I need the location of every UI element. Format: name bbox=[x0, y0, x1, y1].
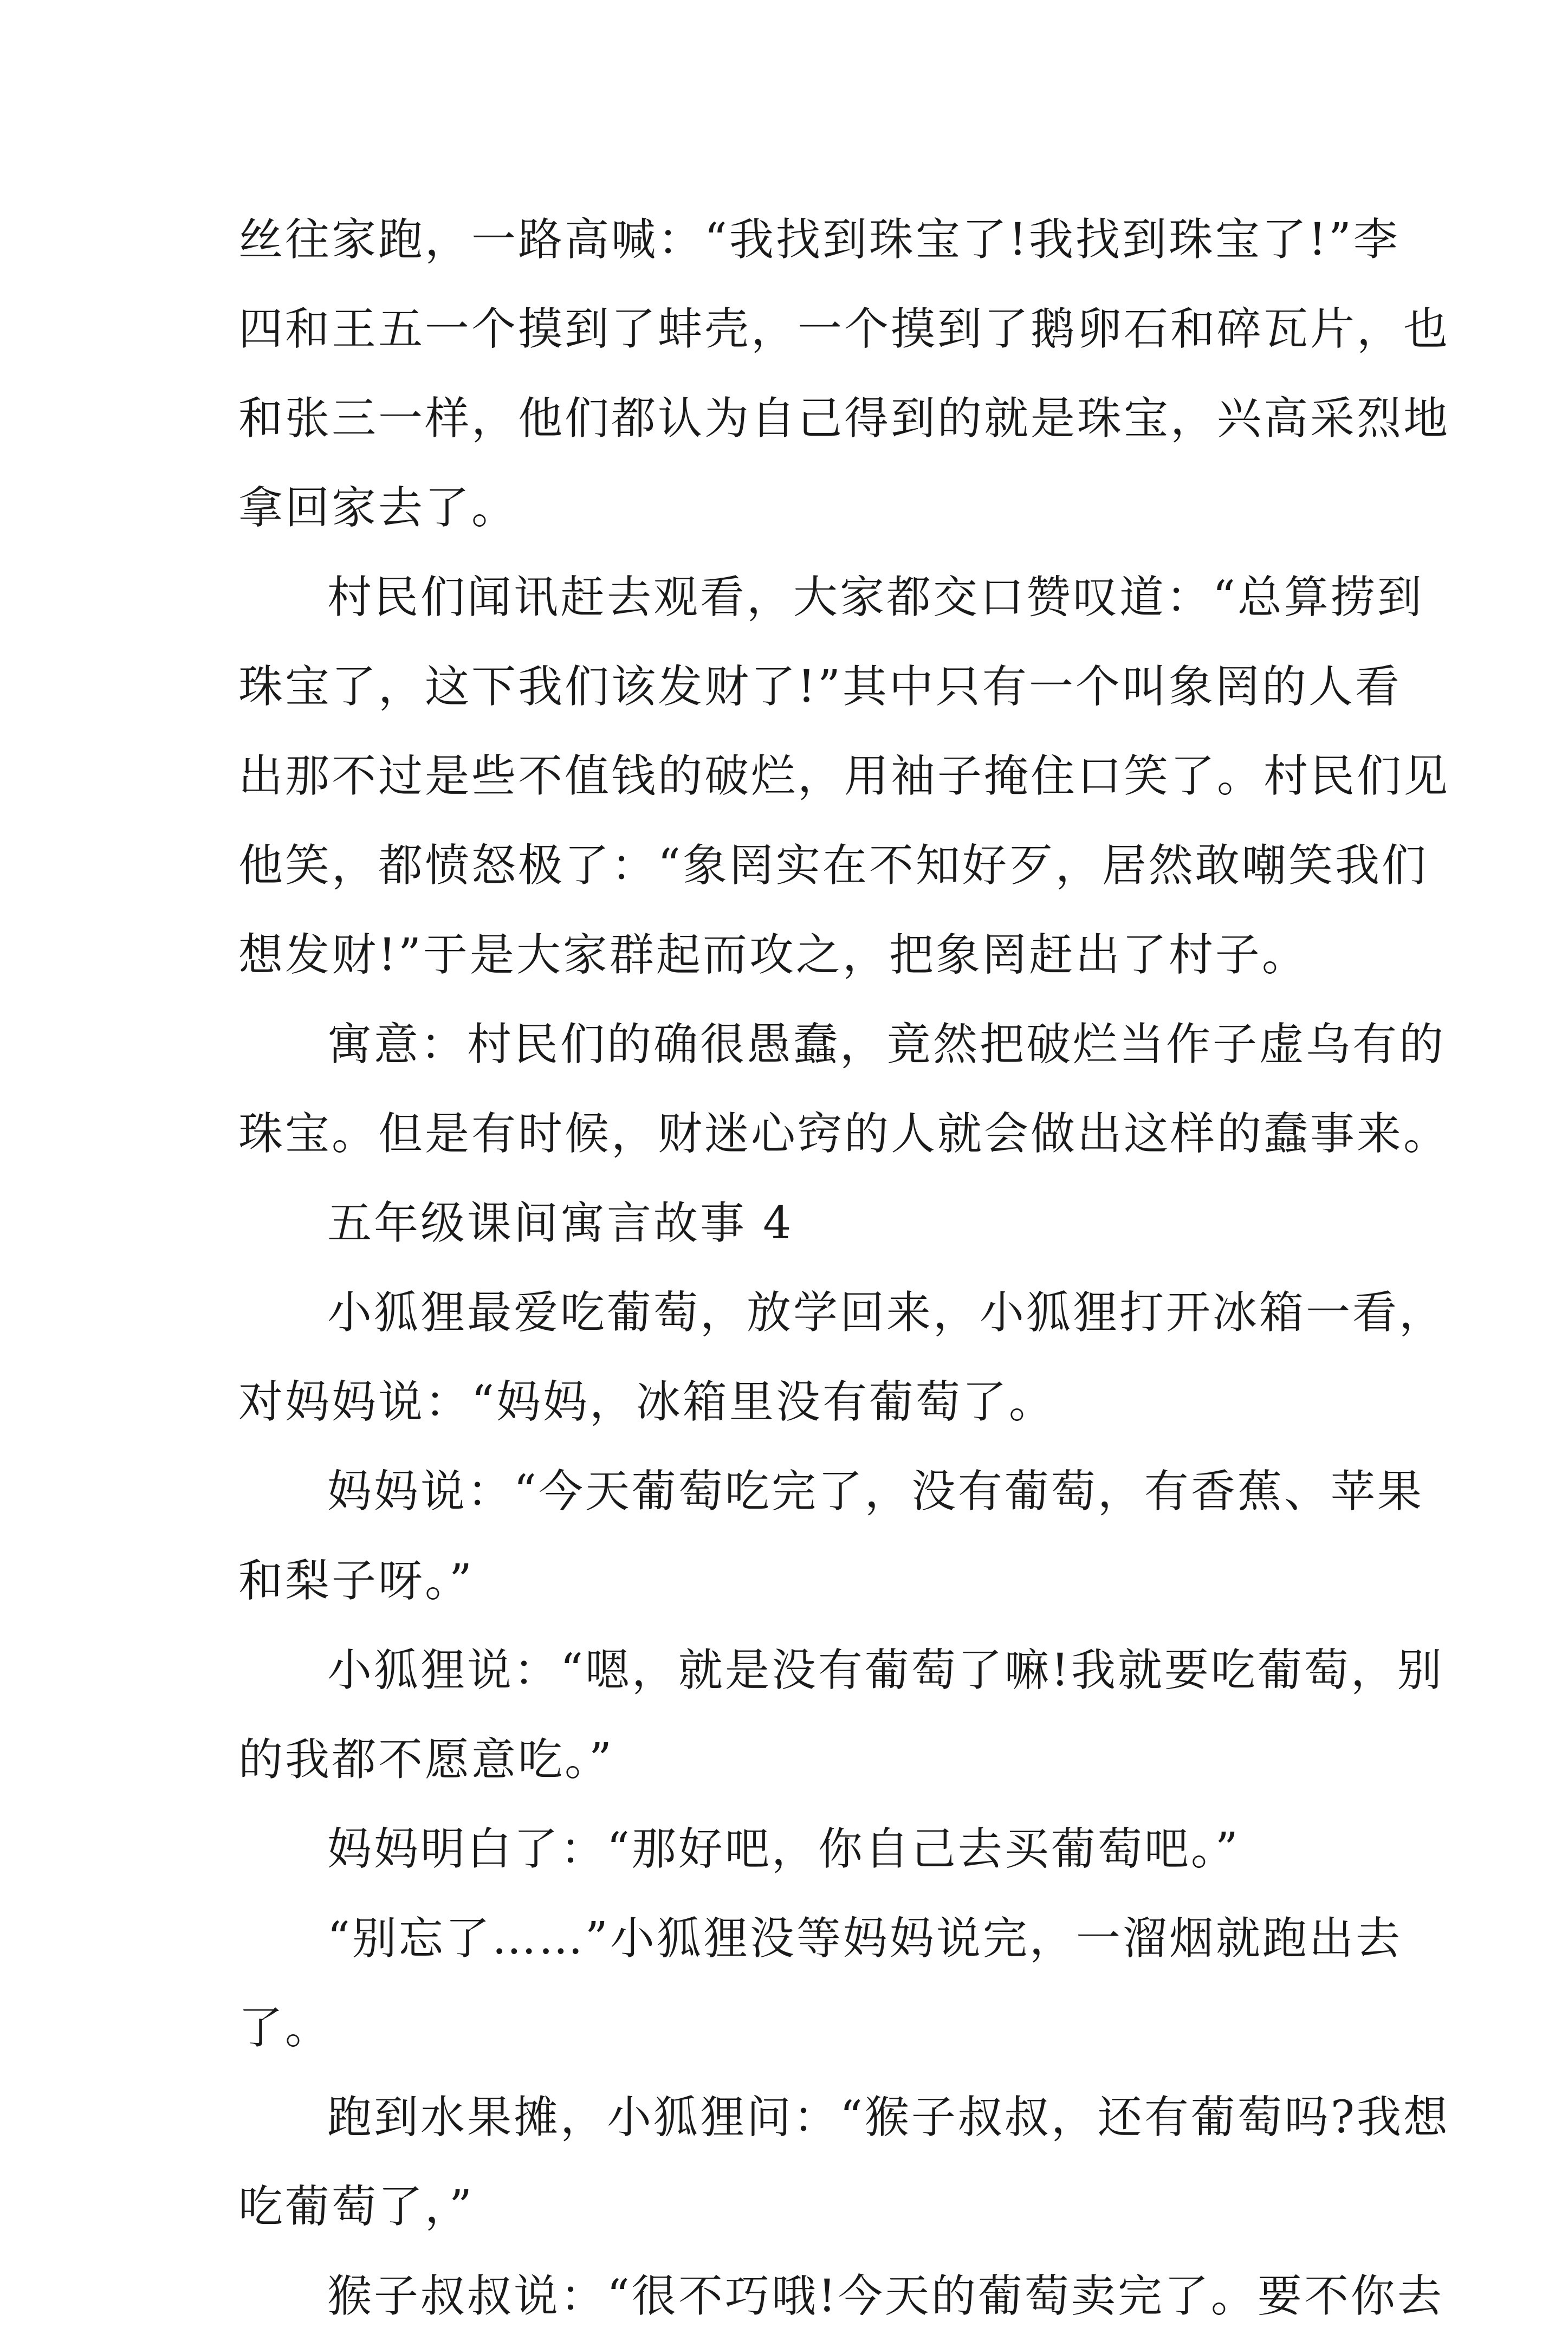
text-line: 了。 bbox=[238, 2002, 332, 2054]
text-line: 对妈妈说：“妈妈，冰箱里没有葡萄了。 bbox=[238, 1376, 1055, 1428]
text-line: 的我都不愿意吃。” bbox=[238, 1734, 614, 1786]
paragraph-start-line: 妈妈说：“今天葡萄吃完了，没有葡萄，有香蕉、苹果 bbox=[327, 1466, 1424, 1517]
text-line: 想发财!”于是大家群起而攻之，把象罔赶出了村子。 bbox=[238, 929, 1308, 981]
section-heading: 五年级课间寓言故事 4 bbox=[327, 1198, 794, 1249]
text-line: 出那不过是些不值钱的破烂，用袖子掩住口笑了。村民们见 bbox=[238, 751, 1450, 802]
text-line: 四和王五一个摸到了蚌壳，一个摸到了鹅卵石和碎瓦片，也 bbox=[238, 303, 1450, 355]
text-line: 他笑，都愤怒极了：“象罔实在不知好歹，居然敢嘲笑我们 bbox=[238, 840, 1428, 891]
text-line: 吃葡萄了，” bbox=[238, 2181, 474, 2233]
paragraph-start-line: “别忘了……”小狐狸没等妈妈说完，一溜烟就跑出去 bbox=[327, 1913, 1402, 1964]
paragraph-start-line: 猴子叔叔说：“很不巧哦!今天的葡萄卖完了。要不你去 bbox=[327, 2271, 1444, 2322]
text-line: 和张三一样，他们都认为自己得到的就是珠宝，兴高采烈地 bbox=[238, 393, 1450, 444]
text-line: 珠宝。但是有时候，财迷心窍的人就会做出这样的蠢事来。 bbox=[238, 1108, 1450, 1160]
text-line: 拿回家去了。 bbox=[238, 482, 519, 534]
paragraph-start-line: 村民们闻讯赶去观看，大家都交口赞叹道：“总算捞到 bbox=[327, 572, 1424, 623]
text-line: 和梨子呀。” bbox=[238, 1555, 474, 1607]
body-text bbox=[238, 195, 1450, 2341]
paragraph-start-line: 小狐狸说：“嗯，就是没有葡萄了嘛!我就要吃葡萄，别 bbox=[327, 1645, 1444, 1696]
paragraph-start-line: 妈妈明白了：“那好吧，你自己去买葡萄吧。” bbox=[327, 1823, 1240, 1875]
paragraph-start-line: 寓意：村民们的确很愚蠢，竟然把破烂当作子虚乌有的 bbox=[327, 1019, 1446, 1070]
paragraph-start-line: 小狐狸最爱吃葡萄，放学回来，小狐狸打开冰箱一看， bbox=[327, 1287, 1446, 1338]
text-line: 珠宝了，这下我们该发财了!”其中只有一个叫象罔的人看 bbox=[238, 661, 1402, 713]
text-line: 丝往家跑，一路高喊：“我找到珠宝了!我找到珠宝了!”李 bbox=[238, 214, 1400, 266]
paragraph-start-line: 跑到水果摊，小狐狸问：“猴子叔叔，还有葡萄吗?我想 bbox=[327, 2092, 1450, 2143]
